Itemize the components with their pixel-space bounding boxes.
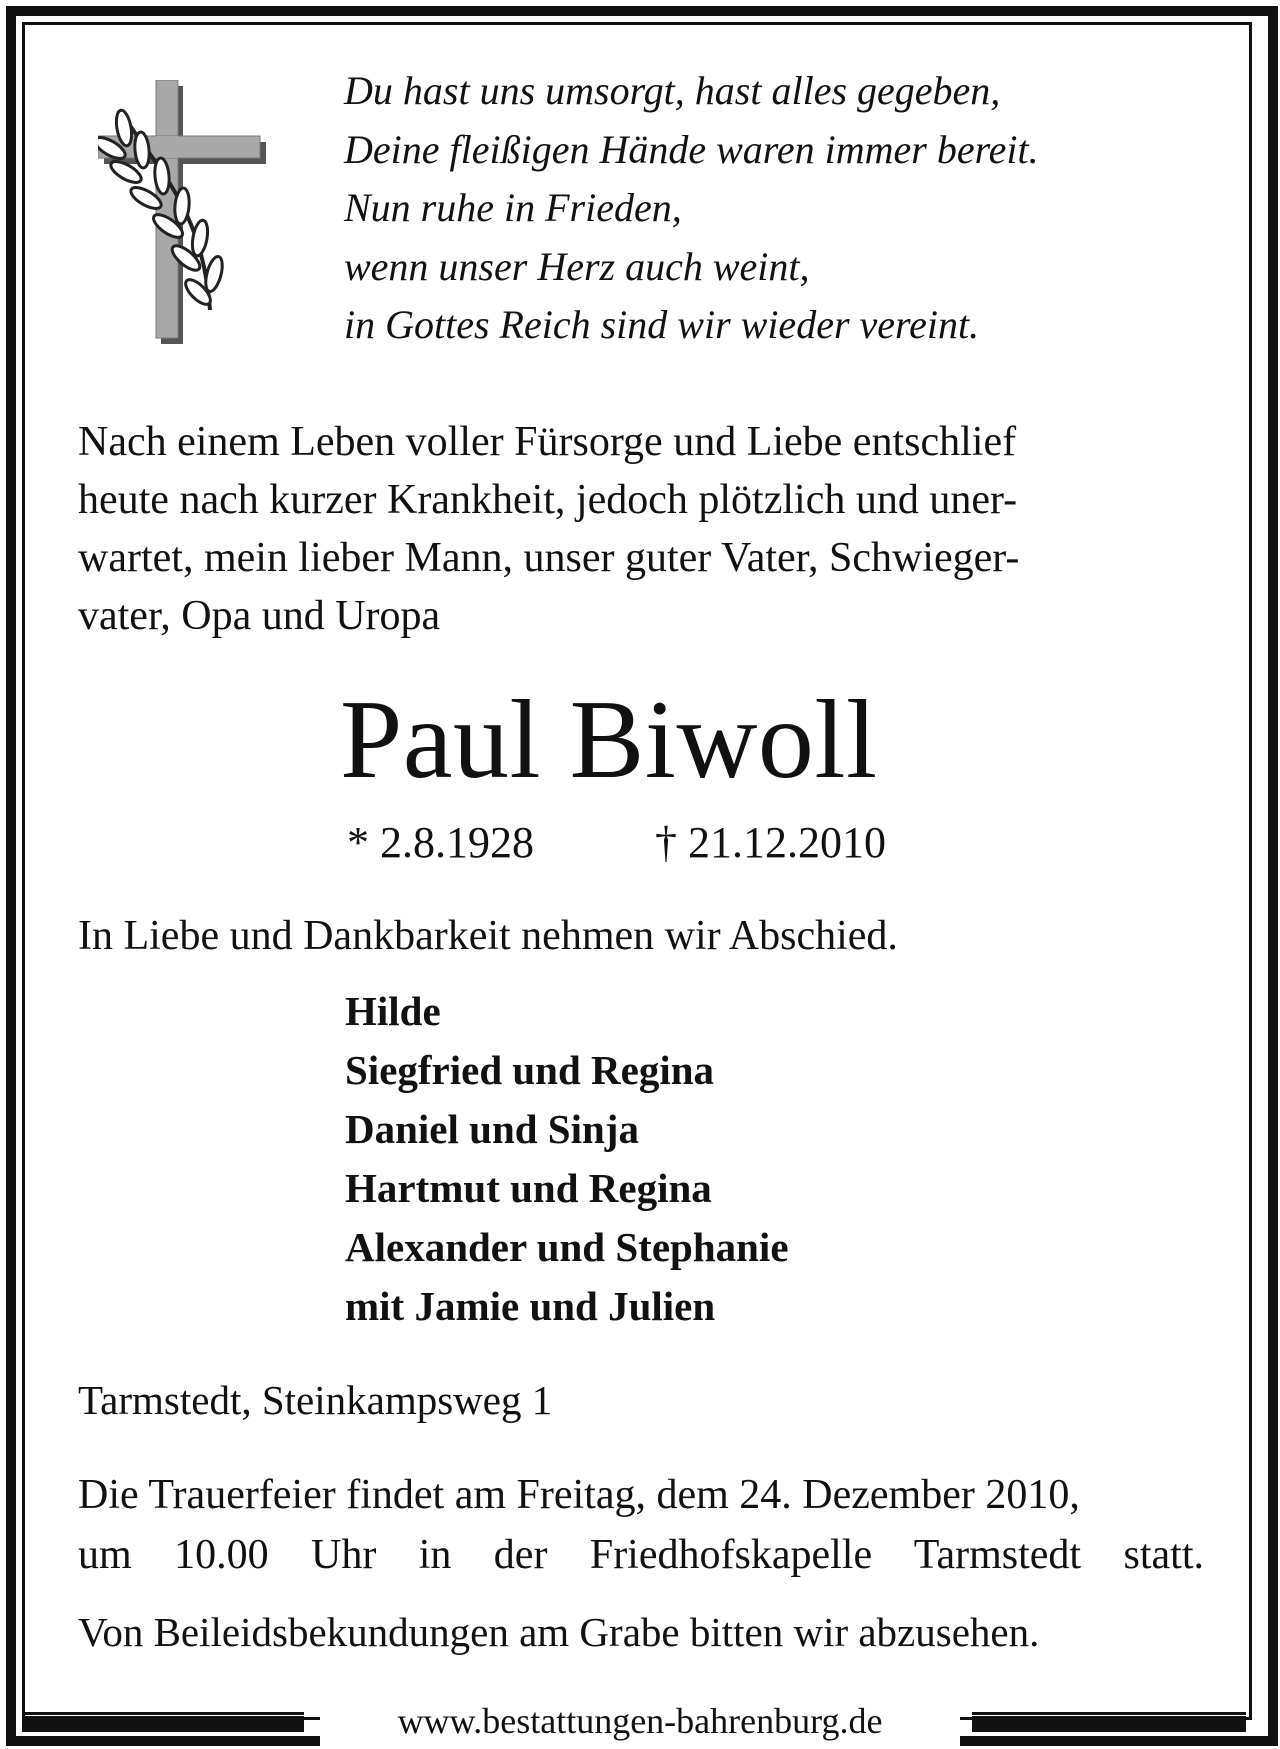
intro-line: wartet, mein lieber Mann, unser guter Vater, Schwieger-: [78, 535, 1020, 581]
footer-bar-right: [972, 1716, 1246, 1732]
family-member: Daniel und Sinja: [345, 1106, 639, 1152]
service-line: um 10.00 Uhr in der Friedhofskapelle Tarmstedt statt.: [78, 1532, 1204, 1578]
footer-url-link[interactable]: www.bestattungen-bahrenburg.de: [320, 1696, 960, 1746]
family-member: mit Jamie und Julien: [345, 1283, 716, 1329]
intro-line: vater, Opa und Uropa: [78, 593, 441, 639]
poem-line: Nun ruhe in Frieden,: [344, 185, 682, 230]
poem-line: Deine fleißigen Hände waren immer bereit.: [344, 126, 1039, 172]
family-list: [345, 982, 789, 1336]
family-member: Hartmut und Regina: [345, 1165, 712, 1211]
death-date: † 21.12.2010: [655, 818, 886, 867]
poem-line: wenn unser Herz auch weint,: [344, 243, 810, 289]
poem-line: in Gottes Reich sind wir wieder vereint.: [344, 302, 980, 347]
service-line: Die Trauerfeier findet am Freitag, dem 24. Dezember 2010,: [78, 1472, 1080, 1518]
farewell-text: In Liebe und Dankbarkeit nehmen wir Abschied.: [78, 913, 898, 959]
deceased-name: Paul Biwoll: [340, 678, 878, 802]
poem-line: Du hast uns umsorgt, hast alles gegeben,: [344, 68, 1001, 113]
intro-line: heute nach kurzer Krankheit, jedoch plötzlich und uner-: [78, 477, 1018, 523]
condolence-request: Von Beileidsbekundungen am Grabe bitten wir abzusehen.: [78, 1609, 1040, 1655]
family-member: Hilde: [345, 988, 441, 1034]
poem: [344, 62, 1039, 355]
footer-rule-left: [22, 1712, 304, 1715]
family-member: Siegfried und Regina: [345, 1047, 715, 1093]
footer-bar-left: [22, 1716, 304, 1732]
footer-rule-right: [972, 1712, 1246, 1715]
intro-text: [78, 413, 1019, 645]
cross-with-palm-icon: [98, 80, 270, 345]
address: Tarmstedt, Steinkampsweg 1: [78, 1377, 553, 1423]
family-member: Alexander und Stephanie: [345, 1224, 789, 1270]
service-info: [78, 1465, 1204, 1585]
intro-line: Nach einem Leben voller Fürsorge und Liebe entschlief: [78, 419, 1017, 465]
birth-date: * 2.8.1928: [347, 818, 534, 867]
